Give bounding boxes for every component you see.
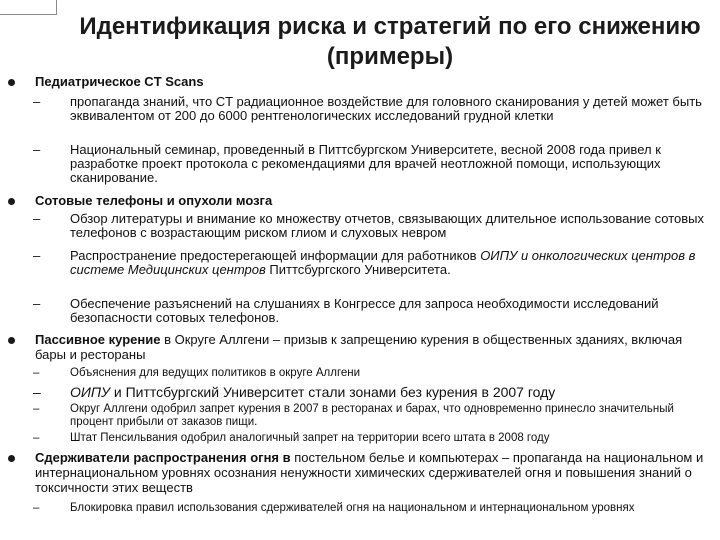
sub-item [33,296,715,325]
section-heading: Сдерживатели распространения огня в [35,450,291,465]
sub-item [33,432,715,445]
sub-item-text: Блокировка правил использования сдерживателей огня на национальном и интернациональном уровнях [70,502,635,514]
slide-title: Идентификация риска и стратегий по его снижению (примеры) [79,13,701,70]
sub-item-text: Штат Пенсильвания одобрил аналогичный запрет на территории всего штата в 2008 году [70,432,550,444]
bullet-dot [8,455,15,462]
bullet-section [14,74,714,89]
sub-item [33,384,715,400]
section-heading: Сотовые телефоны и опухоли мозга [35,193,273,208]
section-heading: Педиатрическое CT Scans [35,74,204,89]
bullet-dot [8,198,15,205]
sub-item-text-emphasis: ОИПУ и онкологических центров в системе Медицинских центров [70,248,696,277]
sub-item-text-plain: Распространение предостерегающей информации для работников [70,248,481,263]
sub-item [33,502,715,515]
sub-item-text [49,249,715,277]
dash-glyph: – [33,367,40,379]
sub-item-text: Национальный семинар, проведенный в Питтсбургском Университете, весной 2008 года привел к разработке проект протокола с рекомендациями для врачей неотложной помощи, использующих сканирование. [70,142,661,185]
sub-item-text: Округ Аллгени одобрил запрет курения в 2007 в ресторанах и барах, что одновременно принесло значительный процент прибыли от заказов пищи. [70,403,674,428]
corner-box [0,0,57,15]
section-heading-rest: постельном белье и компьютерах – пропаганда на национальном и интернациональном уровнях осознания ненужности химических сдерживателей огня и повышения знаний о токсичности этих веществ [35,450,704,495]
bullet-section [14,193,714,208]
sub-item-text [49,384,715,400]
dash-glyph: – [33,296,41,311]
dash-glyph: – [33,248,41,263]
sub-item [33,248,715,277]
dash-glyph: – [33,403,40,415]
bullet-dot [8,79,15,86]
dash-glyph: – [33,384,41,400]
sub-item-text-emphasis: ОИПУ [70,384,110,400]
dash-glyph: – [33,502,40,514]
section-heading: Пассивное курение [35,332,161,347]
dash-glyph: – [33,432,40,444]
bullet-dot [8,337,15,344]
dash-glyph: – [33,211,41,226]
sub-item [33,94,715,123]
bullet-section [14,332,714,362]
section-heading-rest: в Округе Аллгени – призыв к запрещению курения в общественных зданиях, включая бары и рестораны [35,332,683,362]
sub-item-text: Обзор литературы и внимание ко множеству отчетов, связывающих длительное использование сотовых телефонов с возрастающим риском глиом и слуховых невром [70,211,705,240]
dash-glyph: – [33,142,41,157]
sub-item [33,211,715,240]
dash-glyph: – [33,94,41,109]
bullet-section [14,450,714,495]
sub-item [33,367,715,380]
sub-item-text: Объяснения для ведущих политиков в округе Аллгени [70,367,361,379]
sub-item-text: Обеспечение разъяснений на слушаниях в Конгрессе для запроса необходимости исследований безопасности сотовых телефонов. [70,296,659,325]
sub-item [33,403,715,429]
sub-item-text-plain: и Питтсбургский Университет стали зонами без курения в 2007 году [110,384,556,400]
sub-item-text-plain: Питтсбургского Университета. [265,262,451,277]
sub-item-text: пропаганда знаний, что CT радиационное воздействие для головного сканирования у детей может быть эквивалентом от 200 до 6000 рентгенологических исследований грудной клетки [70,94,702,123]
sub-item [33,142,715,185]
